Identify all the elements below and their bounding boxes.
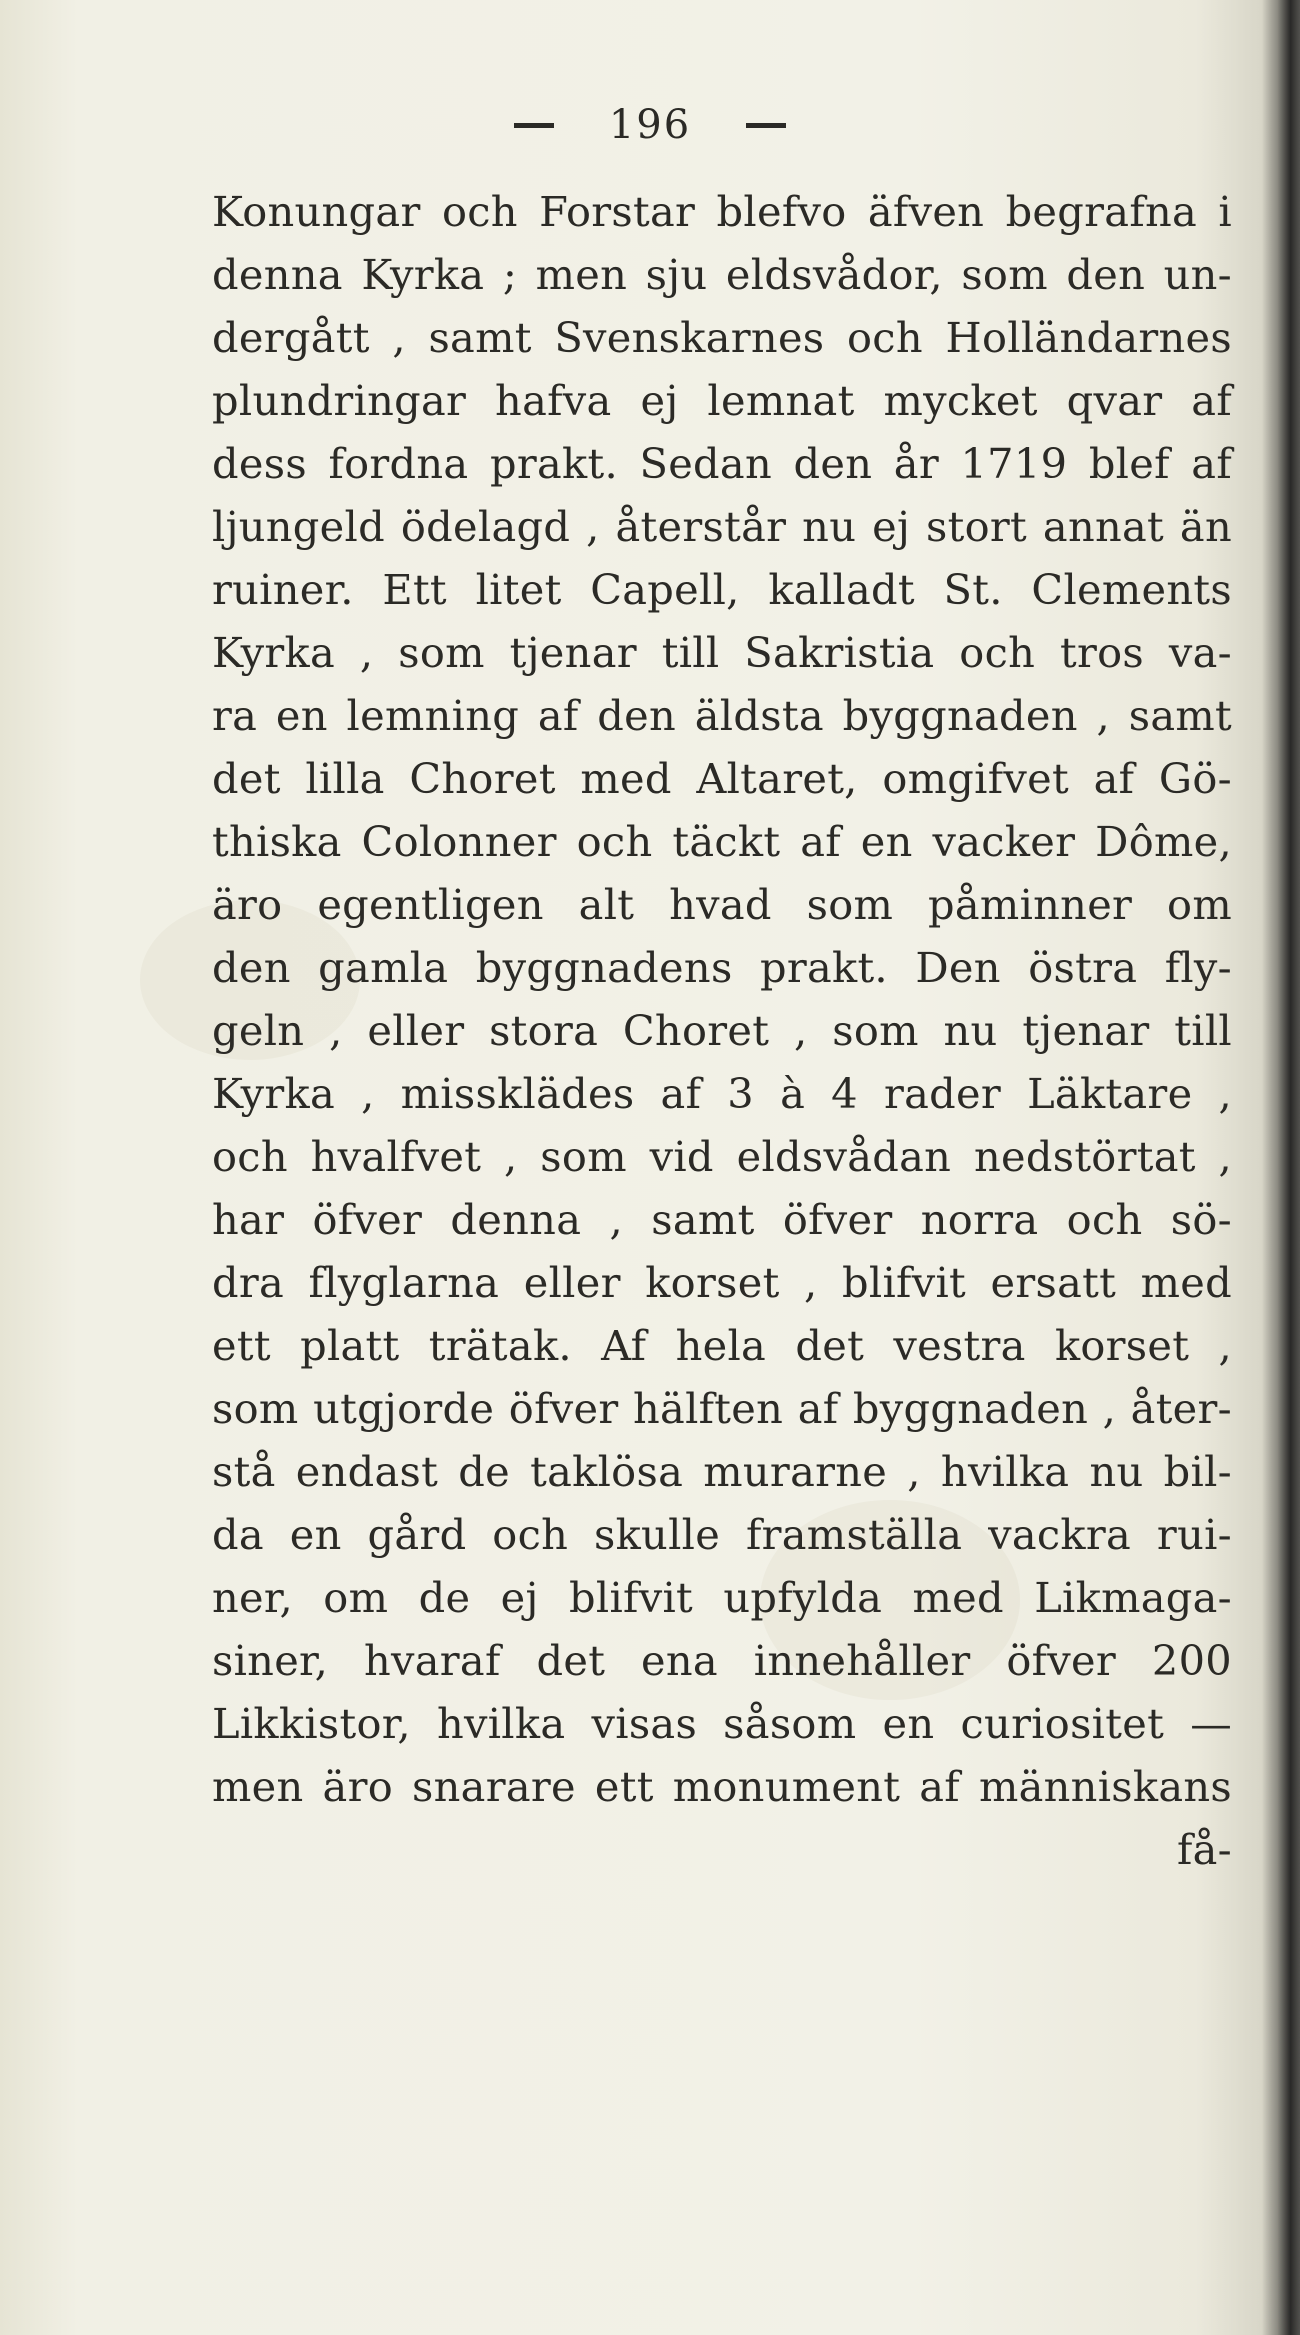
text-line: Likkistor, hvilka visas såsom en curiositet — (212, 1699, 1232, 1748)
text-line: geln , eller stora Choret , som nu tjenar till (212, 1006, 1232, 1055)
text-line: som utgjorde öfver hälften af byggnaden , åter- (212, 1384, 1232, 1433)
text-line: ett platt trätak. Af hela det vestra korset , (212, 1321, 1232, 1370)
page-number: 196 (608, 102, 692, 148)
text-line: den gamla byggnadens prakt. Den östra fly- (212, 943, 1232, 992)
text-line: ruiner. Ett litet Capell, kalladt St. Clements (212, 565, 1232, 614)
text-line: och hvalfvet , som vid eldsvådan nedstörtat , (212, 1132, 1232, 1181)
text-line: plundringar hafva ej lemnat mycket qvar af (212, 376, 1232, 425)
text-line: denna Kyrka ; men sju eldsvådor, som den un- (212, 250, 1232, 299)
text-line: dess fordna prakt. Sedan den år 1719 blef af (212, 439, 1232, 488)
text-line: Konungar och Forstar blefvo äfven begrafna i (212, 187, 1232, 236)
text-line: thiska Colonner och täckt af en vacker Dôme, (212, 817, 1232, 866)
text-line: dra flyglarna eller korset , blifvit ersatt med (212, 1258, 1232, 1307)
text-line: äro egentligen alt hvad som påminner om (212, 880, 1232, 929)
header-dash-right (746, 123, 786, 128)
text-line: ljungeld ödelagd , återstår nu ej stort annat än (212, 502, 1232, 551)
body-text (212, 180, 1232, 1881)
text-line: har öfver denna , samt öfver norra och sö- (212, 1195, 1232, 1244)
book-spine-shadow (1262, 0, 1300, 2335)
header-dash-left (514, 123, 554, 128)
catchword: få- (1176, 1825, 1232, 1874)
text-line: Kyrka , som tjenar till Sakristia och tros va- (212, 628, 1232, 677)
text-line: ra en lemning af den äldsta byggnaden , samt (212, 691, 1232, 740)
text-line: stå endast de taklösa murarne , hvilka nu bil- (212, 1447, 1232, 1496)
text-line: det lilla Choret med Altaret, omgifvet af Gö- (212, 754, 1232, 803)
text-line: ner, om de ej blifvit upfylda med Likmaga- (212, 1573, 1232, 1622)
text-line: siner, hvaraf det ena innehåller öfver 200 (212, 1636, 1232, 1685)
text-line: Kyrka , missklädes af 3 à 4 rader Läktare , (212, 1069, 1232, 1118)
page-header (0, 102, 1300, 162)
text-line: dergått , samt Svenskarnes och Holländarnes (212, 313, 1232, 362)
text-line: men äro snarare ett monument af människans (212, 1762, 1232, 1811)
text-line: da en gård och skulle framställa vackra rui- (212, 1510, 1232, 1559)
